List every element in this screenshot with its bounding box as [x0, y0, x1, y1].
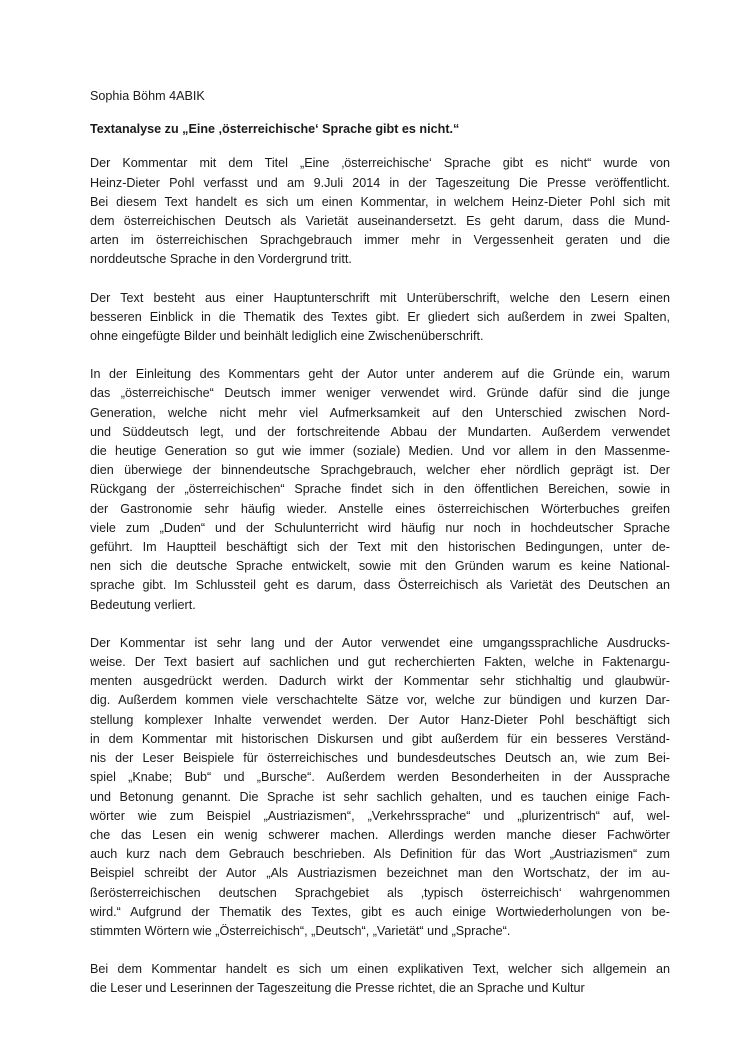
paragraph-line: Bedeutung verliert.: [90, 597, 196, 612]
paragraph-line: wörter wie zum Beispiel „Austriazismen“, „Verkehrssprache“ und „plurizentrisch“ auf, wel-: [90, 808, 670, 823]
paragraph-line: dig. Außerdem kommen viele verschachtelte Sätze vor, welche zur bündigen und kurzen Dar-: [90, 693, 670, 708]
paragraph-line: und Süddeutsch legt, und der fortschreitende Abbau der Mundarten. Außerdem verwendet: [90, 424, 670, 439]
paragraph-line: Der Kommentar mit dem Titel „Eine ‚österreichische‘ Sprache gibt es nicht“ wurde von: [90, 156, 670, 171]
paragraph-line: in dem Kommentar mit historischen Diskursen und gibt außerdem für ein besseres Verständ-: [90, 731, 670, 746]
paragraph-line: geführt. Im Hauptteil beschäftigt sich der Text mit den historischen Bedingungen, unter de-: [90, 540, 670, 555]
paragraph-line: ßerösterreichischen deutschen Sprachgebiet als ‚typisch österreichisch‘ wahrgenommen: [90, 885, 670, 900]
paragraph-line: Beispiel schreibt der Autor „Als Austriazismen bezeichnet man den Wortschatz, der im au-: [90, 866, 670, 881]
paragraph-line: nis der Leser Beispiele für österreichisches und bundesdeutsches Deutsch an, wie zum Bei-: [90, 751, 670, 766]
paragraph: [90, 154, 670, 269]
paragraph-line: Bei diesem Text handelt es sich um einen Kommentar, in welchem Heinz-Dieter Pohl sich mit: [90, 194, 670, 209]
paragraph-line: arten im österreichischen Sprachgebrauch immer mehr in Vergessenheit geraten und die: [90, 233, 670, 248]
paragraph-line: che das Lesen ein wenig schwerer machen. Allerdings werden manche dieser Fachwörter: [90, 827, 670, 842]
paragraph-line: stellung komplexer Inhalte verwendet werden. Der Autor Hanz-Dieter Pohl beschäftigt sich: [90, 712, 670, 727]
paragraph-line: spiel „Knabe; Bub“ und „Bursche“. Außerdem werden Besonderheiten in der Aussprache: [90, 770, 670, 785]
author-line: Sophia Böhm 4ABIK: [90, 89, 205, 103]
paragraph-line: die Leser und Leserinnen der Tageszeitung die Presse richtet, die an Sprache und Kultur: [90, 981, 585, 996]
paragraph-line: dien überwiege der binnendeutsche Sprachgebrauch, welcher eher nördlich geprägt ist. Der: [90, 463, 670, 478]
paragraph-line: Heinz-Dieter Pohl verfasst und am 9.Juli 2014 in der Tageszeitung Die Presse veröffentlicht.: [90, 175, 670, 190]
paragraph-line: ohne eingefügte Bilder und beinhält lediglich eine Zwischenüberschrift.: [90, 329, 484, 344]
paragraph-line: das „österreichische“ Deutsch immer weniger verwendet wird. Gründe dafür sind die junge: [90, 386, 670, 401]
paragraph-line: norddeutsche Sprache in den Vordergrund tritt.: [90, 252, 352, 267]
document-title: Textanalyse zu „Eine ‚österreichische‘ Sprache gibt es nicht.“: [90, 122, 460, 137]
paragraph-line: wird.“ Aufgrund der Thematik des Textes, gibt es auch einige Wortwiederholungen von be-: [90, 904, 670, 919]
paragraph-line: der Gastronomie sehr häufig wieder. Anstelle eines österreichischen Wörterbuches greifen: [90, 501, 670, 516]
paragraph-line: menten ausgedrückt werden. Dadurch wirkt der Kommentar sehr stichhaltig und glaubwür-: [90, 674, 670, 689]
paragraph-line: die heutige Generation so gut wie immer (soziale) Medien. Und vor allem in den Massenme-: [90, 444, 670, 459]
paragraph-line: nen sich die deutsche Sprache entwickelt, sowie mit den Gründen warum es keine National-: [90, 559, 670, 574]
paragraph-line: Bei dem Kommentar handelt es sich um einen explikativen Text, welcher sich allgemein an: [90, 962, 670, 977]
paragraph-line: Rückgang der „österreichischen“ Sprache findet sich in den öffentlichen Bereichen, sowie in: [90, 482, 670, 497]
document-page: [90, 87, 670, 1018]
paragraph: [90, 634, 670, 941]
paragraph-line: besseren Einblick in die Thematik des Textes gibt. Er gliedert sich außerdem in zwei Spalten,: [90, 309, 670, 324]
paragraph-line: sprache gibt. Im Schlussteil geht es darum, dass Österreichisch als Varietät des Deutschen an: [90, 578, 670, 593]
paragraph-line: stimmten Wörtern wie „Österreichisch“, „Deutsch“, „Varietät“ und „Sprache“.: [90, 923, 511, 938]
paragraph-line: In der Einleitung des Kommentars geht der Autor unter anderem auf die Gründe ein, warum: [90, 367, 670, 382]
paragraph-line: auch kurz nach dem Gebrauch beschrieben. Als Definition für das Wort „Austriazismen“ zum: [90, 847, 670, 862]
paragraph-line: Der Kommentar ist sehr lang und der Autor verwendet eine umgangssprachliche Ausdrucks-: [90, 635, 670, 650]
paragraph-line: dem österreichischen Deutsch als Varietät auseinandersetzt. Es geht darum, dass die Mund-: [90, 214, 670, 229]
document-body: [90, 154, 670, 998]
paragraph: [90, 289, 670, 347]
paragraph-line: Der Text besteht aus einer Hauptunterschrift mit Unterüberschrift, welche den Lesern einen: [90, 290, 670, 305]
paragraph-line: und Betonung genannt. Die Sprache ist sehr sachlich gehalten, und es tauchen einige Fach-: [90, 789, 670, 804]
paragraph: [90, 960, 670, 998]
paragraph: [90, 365, 670, 615]
paragraph-line: Generation, welche nicht mehr viel Aufmerksamkeit auf den Unterschied zwischen Nord-: [90, 405, 670, 420]
paragraph-line: viele zum „Duden“ und der Schulunterricht wird häufig nur noch in hochdeutscher Sprache: [90, 520, 670, 535]
paragraph-line: weise. Der Text basiert auf sachlichen und gut recherchierten Fakten, welche in Faktenargu-: [90, 655, 670, 670]
